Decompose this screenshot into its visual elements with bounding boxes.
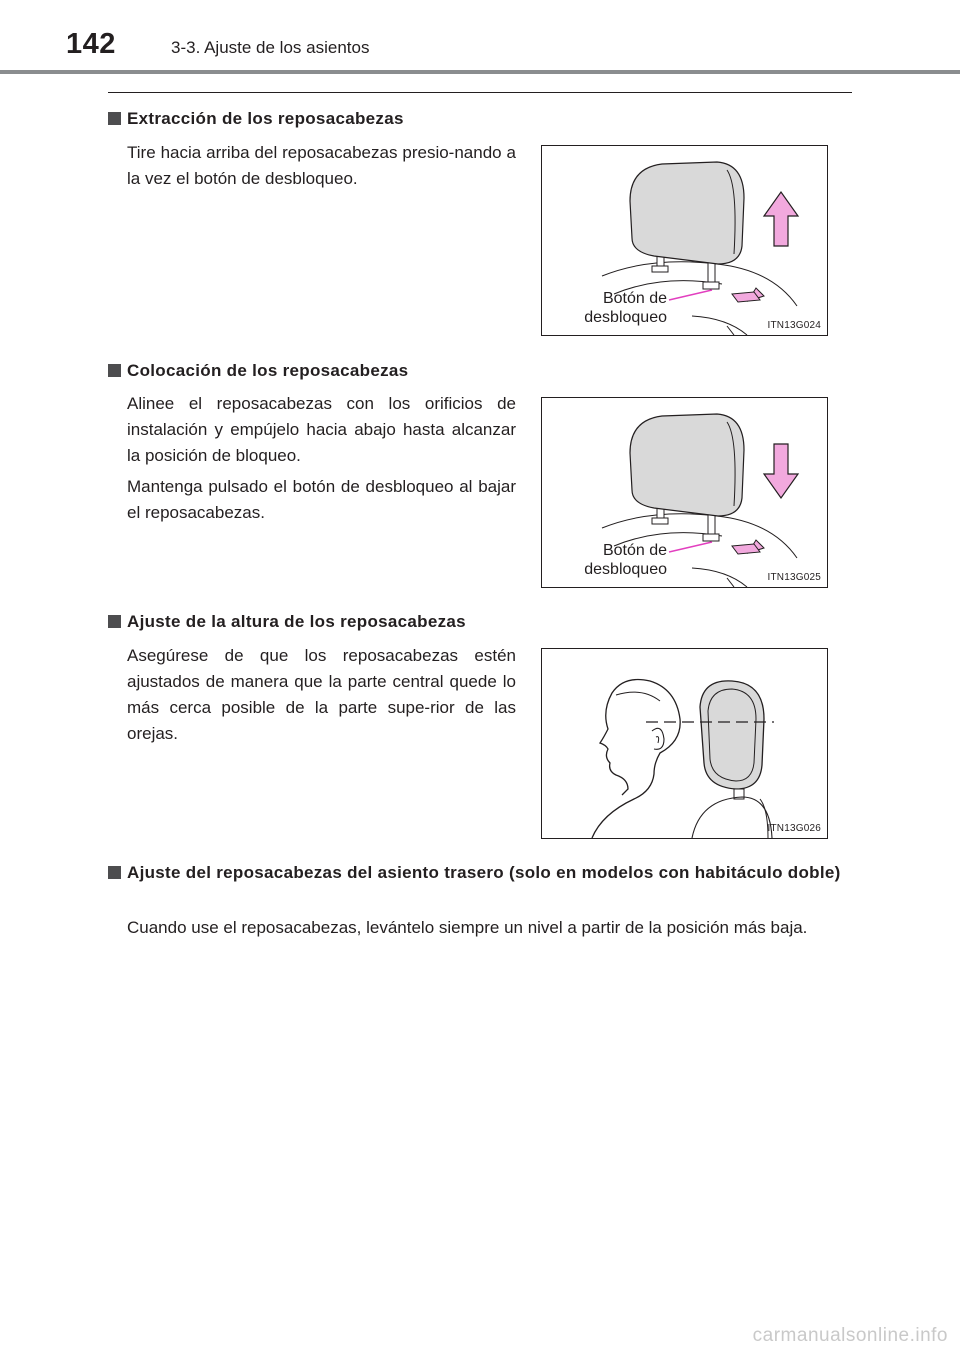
- heading-rear-headrest: Ajuste del reposacabezas del asiento trasero (solo en modelos con habitáculo doble): [108, 860, 852, 885]
- watermark: carmanualsonline.info: [752, 1325, 948, 1346]
- heading-removal: Extracción de los reposacabezas: [108, 106, 404, 131]
- release-button-label: Botón de desbloqueo: [584, 290, 667, 326]
- bullet-square-icon: [108, 364, 121, 377]
- bullet-square-icon: [108, 112, 121, 125]
- figure-headrest-removal: [541, 145, 828, 336]
- bullet-square-icon: [108, 866, 121, 879]
- release-button-label: Botón de desbloqueo: [584, 542, 667, 578]
- paragraph-removal: Tire hacia arriba del reposacabezas presio-nando a la vez el botón de desbloqueo.: [127, 143, 516, 188]
- heading-height-adjust: Ajuste de la altura de los reposacabezas: [108, 609, 466, 634]
- content-rule: [108, 92, 852, 93]
- figure-code: ITN13G024: [767, 320, 821, 331]
- bullet-square-icon: [108, 615, 121, 628]
- page-header: [0, 0, 960, 76]
- header-rule: [0, 70, 960, 74]
- figure-headrest-installation: [541, 397, 828, 588]
- page-number: 142: [66, 28, 116, 60]
- paragraph-installation-1: Alinee el reposacabezas con los orificios de instalación y empújelo hacia abajo hasta alcanzar la posición de bloqueo.: [127, 394, 516, 465]
- paragraph-rear-headrest: Cuando use el reposacabezas, levántelo siempre un nivel a partir de la posición más baja.: [127, 918, 808, 937]
- figure-headrest-height: [541, 648, 828, 839]
- section-title: 3-3. Ajuste de los asientos: [171, 38, 370, 57]
- head-and-headrest-illustration: [542, 649, 827, 838]
- paragraph-installation-2: Mantenga pulsado el botón de desbloqueo al bajar el reposacabezas.: [127, 477, 516, 522]
- figure-code: ITN13G025: [767, 572, 821, 583]
- heading-installation: Colocación de los reposacabezas: [108, 358, 408, 383]
- paragraph-height-adjust: Asegúrese de que los reposacabezas estén ajustados de manera que la parte central quede lo más cerca posible de la parte supe-rior de las orejas.: [127, 646, 516, 743]
- figure-code: ITN13G026: [767, 823, 821, 834]
